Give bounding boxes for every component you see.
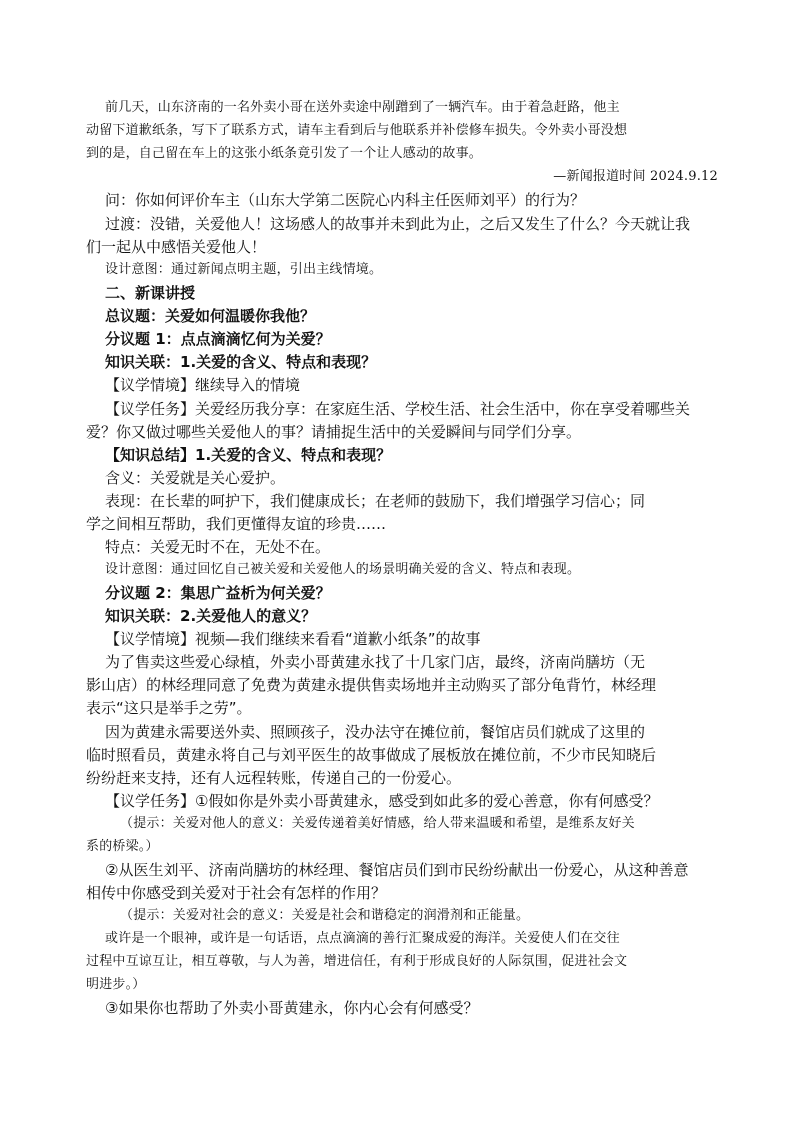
design-intent-1: 设计意图：通过新闻点明主题，引出主线情境。 (105, 262, 383, 277)
story-1-line-3: 表示“这只是举手之劳”。 (86, 699, 252, 717)
sub-topic-2-knowledge: 知识关联：2.关爱他人的意义？ (105, 607, 317, 625)
news-source: —新闻报道时间 2024.9.12 (553, 169, 718, 184)
summary-show-line-1: 表现：在长辈的呵护下，我们健康成长；在老师的鼓励下，我们增强学习信心；同 (105, 492, 646, 510)
intro-line-3: 到的是，自己留在车上的这张小纸条竟引发了一个让人感动的故事。 (86, 146, 483, 161)
hint-2-line-1: （提示：关爱对社会的意义：关爱是社会和谐稳定的润滑剂和正能量。 (120, 908, 530, 923)
knowledge-summary: 【知识总结】1.关爱的含义、特点和表现？ (105, 446, 392, 464)
transition-line-2: 们一起从中感悟关爱他人！ (86, 238, 267, 256)
hint-1-line-2: 系的桥梁。） (86, 839, 159, 854)
question-line: 问：你如何评价车主（山东大学第二医院心内科主任医师刘平）的行为？ (105, 191, 586, 209)
hint-2-line-3: 过程中互谅互让，相互尊敬，与人为善，增进信任，有利于形成良好的人际氛围，促进社会文 (86, 954, 628, 969)
sub-topic-1-title: 分议题 1：点点滴滴忆何为关爱？ (105, 330, 331, 348)
intro-line-2: 动留下道歉纸条，写下了联系方式，请车主看到后与他联系并补偿修车损失。令外卖小哥没想 (86, 123, 628, 138)
task-1: 【议学任务】①假如你是外卖小哥黄建永，感受到如此多的爱心善意，你有何感受？ (105, 792, 659, 810)
task-3: ③如果你也帮助了外卖小哥黄建永，你内心会有何感受？ (105, 999, 479, 1017)
story-1-line-1: 为了售卖这些爱心绿植，外卖小哥黄建永找了十几家门店，最终，济南尚膳坊（无 (105, 653, 646, 671)
summary-show-line-2: 学之间相互帮助，我们更懂得友谊的珍贵…… (86, 515, 387, 533)
sub-topic-1-task-line-2: 爱？你又做过哪些关爱他人的事？请捕捉生活中的关爱瞬间与同学们分享。 (86, 423, 582, 441)
hint-2-line-4: 明进步。） (86, 977, 146, 992)
story-2-line-2: 临时照看员，黄建永将自己与刘平医生的故事做成了展板放在摊位前，不少市民知晓后 (86, 746, 657, 764)
sub-topic-1-situation: 【议学情境】继续导入的情境 (105, 376, 301, 394)
hint-2-line-2: 或许是一个眼神，或许是一句话语，点点滴滴的善行汇聚成爱的海洋。关爱使人们在交往 (105, 931, 620, 946)
story-2-line-3: 纷纷赶来支持，还有人远程转账，传递自己的一份爱心。 (86, 769, 462, 787)
story-2-line-1: 因为黄建永需要送外卖、照顾孩子，没办法守在摊位前，餐馆店员们就成了这里的 (105, 723, 646, 741)
sub-topic-1-knowledge: 知识关联：1.关爱的含义、特点和表现？ (105, 353, 377, 371)
hint-1-line-1: （提示：关爱对他人的意义：关爱传递着美好情感，给人带来温暖和希望，是维系友好关 (120, 816, 635, 831)
transition-line-1: 过渡：没错，关爱他人！这场感人的故事并未到此为止，之后又发生了什么？今天就让我 (105, 215, 691, 233)
main-topic: 总议题：关爱如何温暖你我他？ (105, 307, 316, 325)
task-2-line-2: 相传中你感受到关爱对于社会有怎样的作用？ (86, 884, 387, 902)
sub-topic-1-task-line-1: 【议学任务】关爱经历我分享：在家庭生活、学校生活、社会生活中，你在享受着哪些关 (105, 400, 691, 418)
summary-feature: 特点：关爱无时不在，无处不在。 (105, 538, 331, 556)
sub-topic-2-situation: 【议学情境】视频—我们继续来看看“道歉小纸条”的故事 (105, 630, 481, 648)
sub-topic-2-title: 分议题 2：集思广益析为何关爱？ (105, 584, 331, 602)
intro-line-1: 前几天，山东济南的一名外卖小哥在送外卖途中剐蹭到了一辆汽车。由于着急赶路，他主 (105, 100, 620, 115)
summary-meaning: 含义：关爱就是关心爱护。 (105, 469, 286, 487)
section-heading: 二、新课讲授 (105, 284, 196, 302)
story-1-line-2: 影山店）的林经理同意了免费为黄建永提供售卖场地并主动购买了部分龟背竹，林经理 (86, 676, 657, 694)
task-2-line-1: ②从医生刘平、济南尚膳坊的林经理、餐馆店员们到市民纷纷献出一份爱心，从这种善意 (105, 861, 689, 879)
design-intent-2: 设计意图：通过回忆自己被关爱和关爱他人的场景明确关爱的含义、特点和表现。 (105, 562, 581, 577)
